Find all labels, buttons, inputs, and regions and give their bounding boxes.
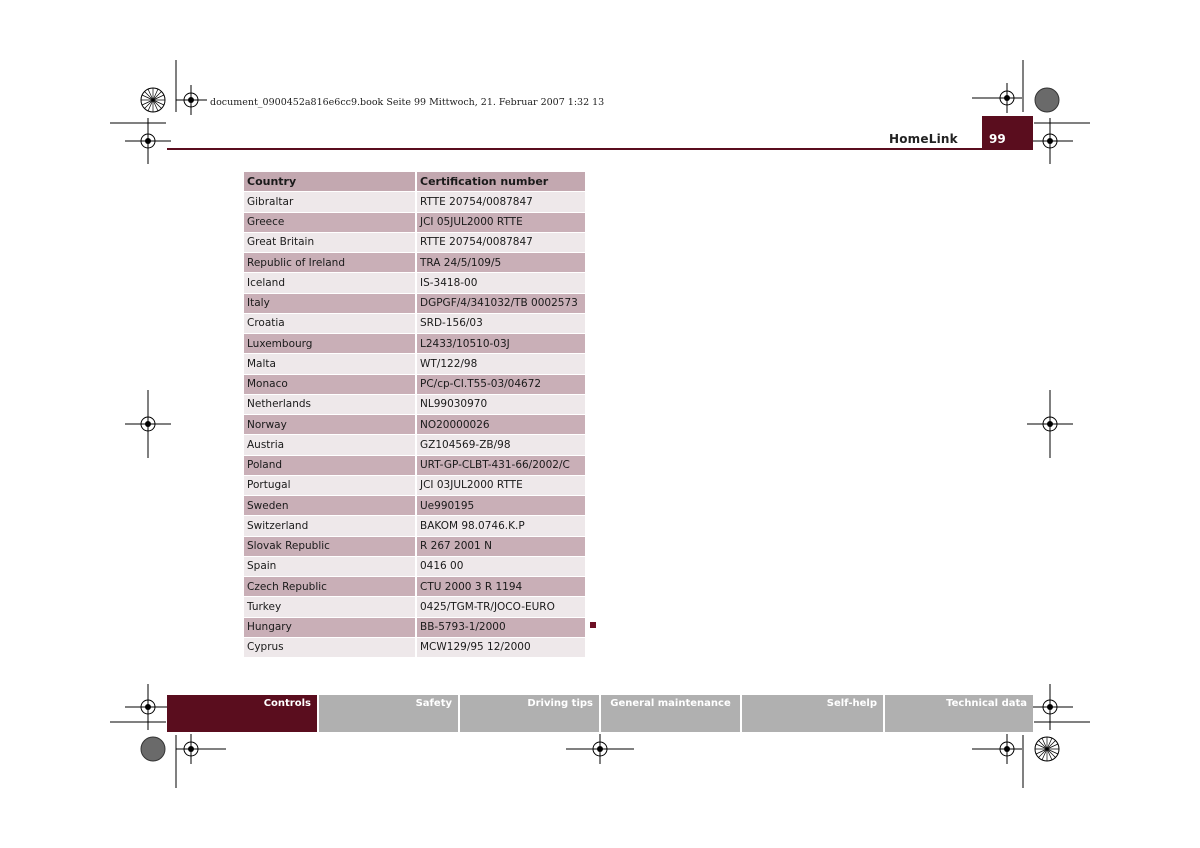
- country-cell: Cyprus: [244, 638, 417, 658]
- table-row: [244, 375, 585, 395]
- certification-cell: BAKOM 98.0746.K.P: [417, 516, 585, 536]
- table-row: [244, 294, 585, 314]
- certification-cell: NL99030970: [417, 395, 585, 415]
- footer-tab-bar: [167, 695, 1033, 732]
- table-header-row: [244, 172, 585, 192]
- column-header-country: Country: [244, 172, 417, 192]
- country-cell: Spain: [244, 557, 417, 577]
- page-number: 99: [982, 116, 1033, 149]
- section-end-marker: [590, 622, 596, 628]
- certification-cell: Ue990195: [417, 496, 585, 516]
- certification-cell: BB-5793-1/2000: [417, 618, 585, 638]
- table-row: [244, 618, 585, 638]
- certification-cell: CTU 2000 3 R 1194: [417, 577, 585, 597]
- table-row: [244, 435, 585, 455]
- table-row: [244, 273, 585, 293]
- section-title: HomeLink: [889, 132, 958, 146]
- table-row: [244, 476, 585, 496]
- table-row: [244, 597, 585, 617]
- table-row: [244, 537, 585, 557]
- country-cell: Monaco: [244, 375, 417, 395]
- country-cell: Switzerland: [244, 516, 417, 536]
- certification-cell: GZ104569-ZB/98: [417, 435, 585, 455]
- country-cell: Austria: [244, 435, 417, 455]
- country-cell: Italy: [244, 294, 417, 314]
- certification-cell: RTTE 20754/0087847: [417, 233, 585, 253]
- certification-cell: SRD-156/03: [417, 314, 585, 334]
- tab-technical-data[interactable]: Technical data: [885, 695, 1033, 732]
- certification-cell: IS-3418-00: [417, 273, 585, 293]
- table-row: [244, 213, 585, 233]
- table-row: [244, 354, 585, 374]
- table-row: [244, 456, 585, 476]
- tab-controls[interactable]: Controls: [167, 695, 317, 732]
- certification-cell: 0416 00: [417, 557, 585, 577]
- table-row: [244, 415, 585, 435]
- country-cell: Luxembourg: [244, 334, 417, 354]
- tab-safety[interactable]: Safety: [319, 695, 458, 732]
- header-rule: [167, 148, 1033, 150]
- certification-cell: L2433/10510-03J: [417, 334, 585, 354]
- certification-table: [244, 172, 585, 658]
- country-cell: Iceland: [244, 273, 417, 293]
- country-cell: Malta: [244, 354, 417, 374]
- country-cell: Sweden: [244, 496, 417, 516]
- table-row: [244, 496, 585, 516]
- certification-cell: MCW129/95 12/2000: [417, 638, 585, 658]
- table-row: [244, 334, 585, 354]
- country-cell: Portugal: [244, 476, 417, 496]
- country-cell: Czech Republic: [244, 577, 417, 597]
- certification-cell: WT/122/98: [417, 354, 585, 374]
- country-cell: Republic of Ireland: [244, 253, 417, 273]
- tab-general-maintenance[interactable]: General maintenance: [601, 695, 740, 732]
- certification-cell: DGPGF/4/341032/TB 0002573: [417, 294, 585, 314]
- table-row: [244, 577, 585, 597]
- certification-cell: RTTE 20754/0087847: [417, 192, 585, 212]
- table-row: [244, 557, 585, 577]
- table-row: [244, 395, 585, 415]
- country-cell: Turkey: [244, 597, 417, 617]
- country-cell: Greece: [244, 213, 417, 233]
- country-cell: Croatia: [244, 314, 417, 334]
- country-cell: Slovak Republic: [244, 537, 417, 557]
- tab-driving-tips[interactable]: Driving tips: [460, 695, 599, 732]
- certification-cell: JCI 03JUL2000 RTTE: [417, 476, 585, 496]
- table-row: [244, 638, 585, 658]
- tab-self-help[interactable]: Self-help: [742, 695, 883, 732]
- table-row: [244, 516, 585, 536]
- country-cell: Great Britain: [244, 233, 417, 253]
- table-row: [244, 192, 585, 212]
- country-cell: Norway: [244, 415, 417, 435]
- certification-cell: URT-GP-CLBT-431-66/2002/C: [417, 456, 585, 476]
- column-header-certification: Certification number: [417, 172, 585, 192]
- certification-cell: JCI 05JUL2000 RTTE: [417, 213, 585, 233]
- country-cell: Netherlands: [244, 395, 417, 415]
- table-row: [244, 314, 585, 334]
- country-cell: Gibraltar: [244, 192, 417, 212]
- certification-cell: PC/cp-CI.T55-03/04672: [417, 375, 585, 395]
- certification-cell: NO20000026: [417, 415, 585, 435]
- printer-info-line: document_0900452a816e6cc9.book Seite 99 Mittwoch, 21. Februar 2007 1:32 13: [210, 97, 605, 108]
- country-cell: Poland: [244, 456, 417, 476]
- certification-cell: TRA 24/5/109/5: [417, 253, 585, 273]
- table-row: [244, 253, 585, 273]
- country-cell: Hungary: [244, 618, 417, 638]
- table-row: [244, 233, 585, 253]
- certification-cell: R 267 2001 N: [417, 537, 585, 557]
- certification-cell: 0425/TGM-TR/JOCO-EURO: [417, 597, 585, 617]
